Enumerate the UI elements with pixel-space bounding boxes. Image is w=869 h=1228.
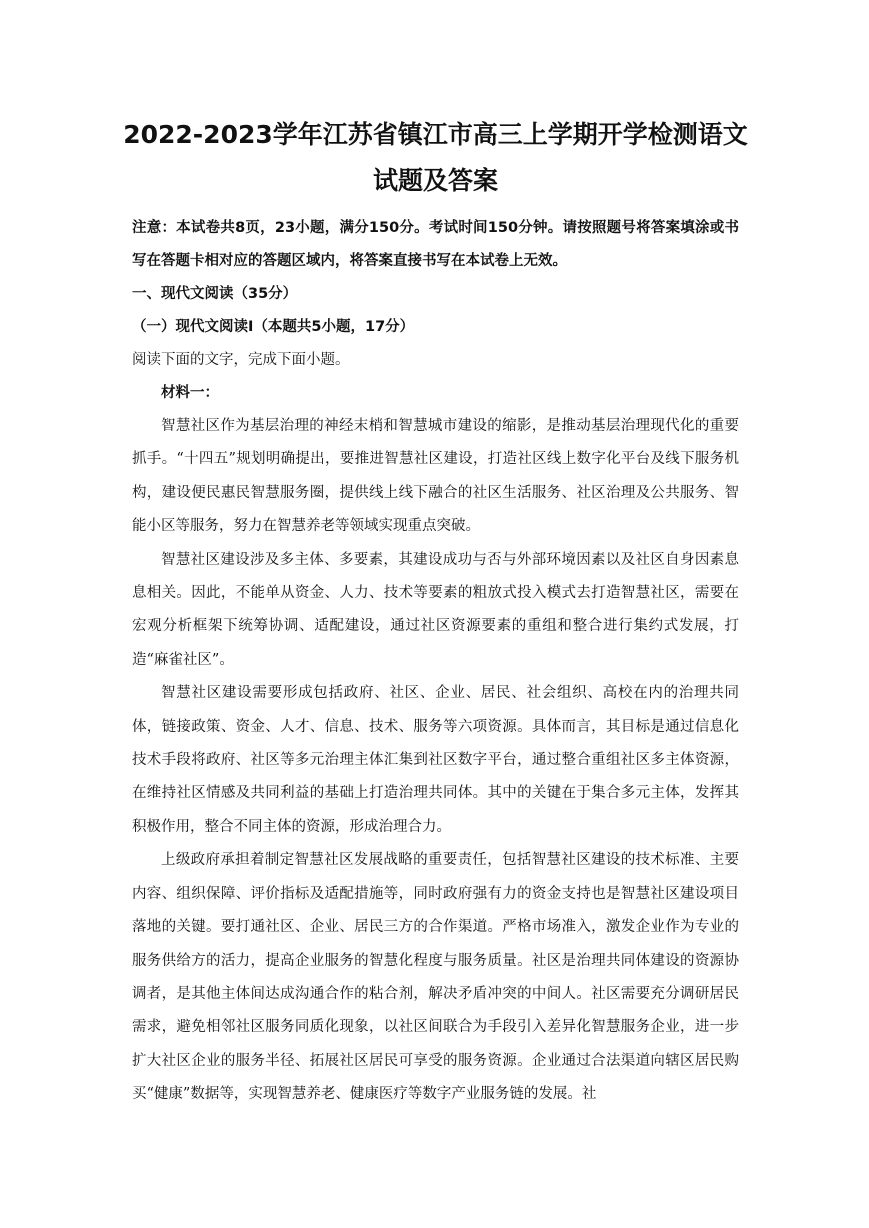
material-label: 材料一： — [161, 385, 219, 401]
section-heading: 一、现代文阅读（35分） — [132, 286, 298, 302]
body-paragraph: 智慧社区作为基层治理的神经末梢和智慧城市建设的缩影，是推动基层治理现代化的重要抓手。“十四五”规划明确提出，要推进智慧社区建设，打造社区线上数字化平台及线下服务机构，建设便民惠民智慧服务圈，提供线上线下融合的社区生活服务、社区治理及公共服务、智能小区等服务，努力在智慧养老等领域实现重点突破。 — [132, 418, 739, 535]
body-paragraph: 智慧社区建设需要形成包括政府、社区、企业、居民、社会组织、高校在内的治理共同体，链接政策、资金、人才、信息、技术、服务等六项资源。具体而言，其目标是通过信息化技术手段将政府、社区等多元治理主体汇集到社区数字平台，通过整合重组社区多主体资源，在维持社区情感及共同利益的基础上打造治理共同体。其中的关键在于集合多元主体，发挥其积极作用，整合不同主体的资源，形成治理合力。 — [132, 685, 739, 835]
body-paragraph: 上级政府承担着制定智慧社区发展战略的重要责任，包括智慧社区建设的技术标准、主要内容、组织保障、评价指标及适配措施等，同时政府强有力的资金支持也是智慧社区建设项目落地的关键。要打通社区、企业、居民三方的合作渠道。严格市场准入，激发企业作为专业的服务供给方的活力，提高企业服务的智慧化程度与服务质量。社区是治理共同体建设的资源协调者，是其他主体间达成沟通合作的粘合剂，解决矛盾冲突的中间人。社区需要充分调研居民需求，避免相邻社区服务同质化现象，以社区间联合为手段引入差异化智慧服务企业，进一步扩大社区企业的服务半径、拓展社区居民可享受的服务资源。企业通过合法渠道向辖区居民购买“健康”数据等，实现智慧养老、健康医疗等数字产业服务链的发展。社 — [132, 852, 739, 1103]
body-paragraph: 智慧社区建设涉及多主体、多要素，其建设成功与否与外部环境因素以及社区自身因素息息相关。因此，不能单从资金、人力、技术等要素的粗放式投入模式去打造智慧社区，需要在宏观分析框架下统筹协调、适配建设，通过社区资源要素的重组和整合进行集约式发展，打造“麻雀社区”。 — [132, 551, 739, 668]
reading-instruction: 阅读下面的文字，完成下面小题。 — [132, 352, 350, 368]
document-title: 2022-2023学年江苏省镇江市高三上学期开学检测语文试题及答案 — [123, 120, 748, 195]
exam-notice: 注意：本试卷共8页，23小题，满分150分。考试时间150分钟。请按照题号将答案填涂或书写在答题卡相对应的答题区域内，将答案直接书写在本试卷上无效。 — [132, 220, 739, 269]
subsection-heading: （一）现代文阅读Ⅰ（本题共5小题，17分） — [132, 319, 415, 335]
